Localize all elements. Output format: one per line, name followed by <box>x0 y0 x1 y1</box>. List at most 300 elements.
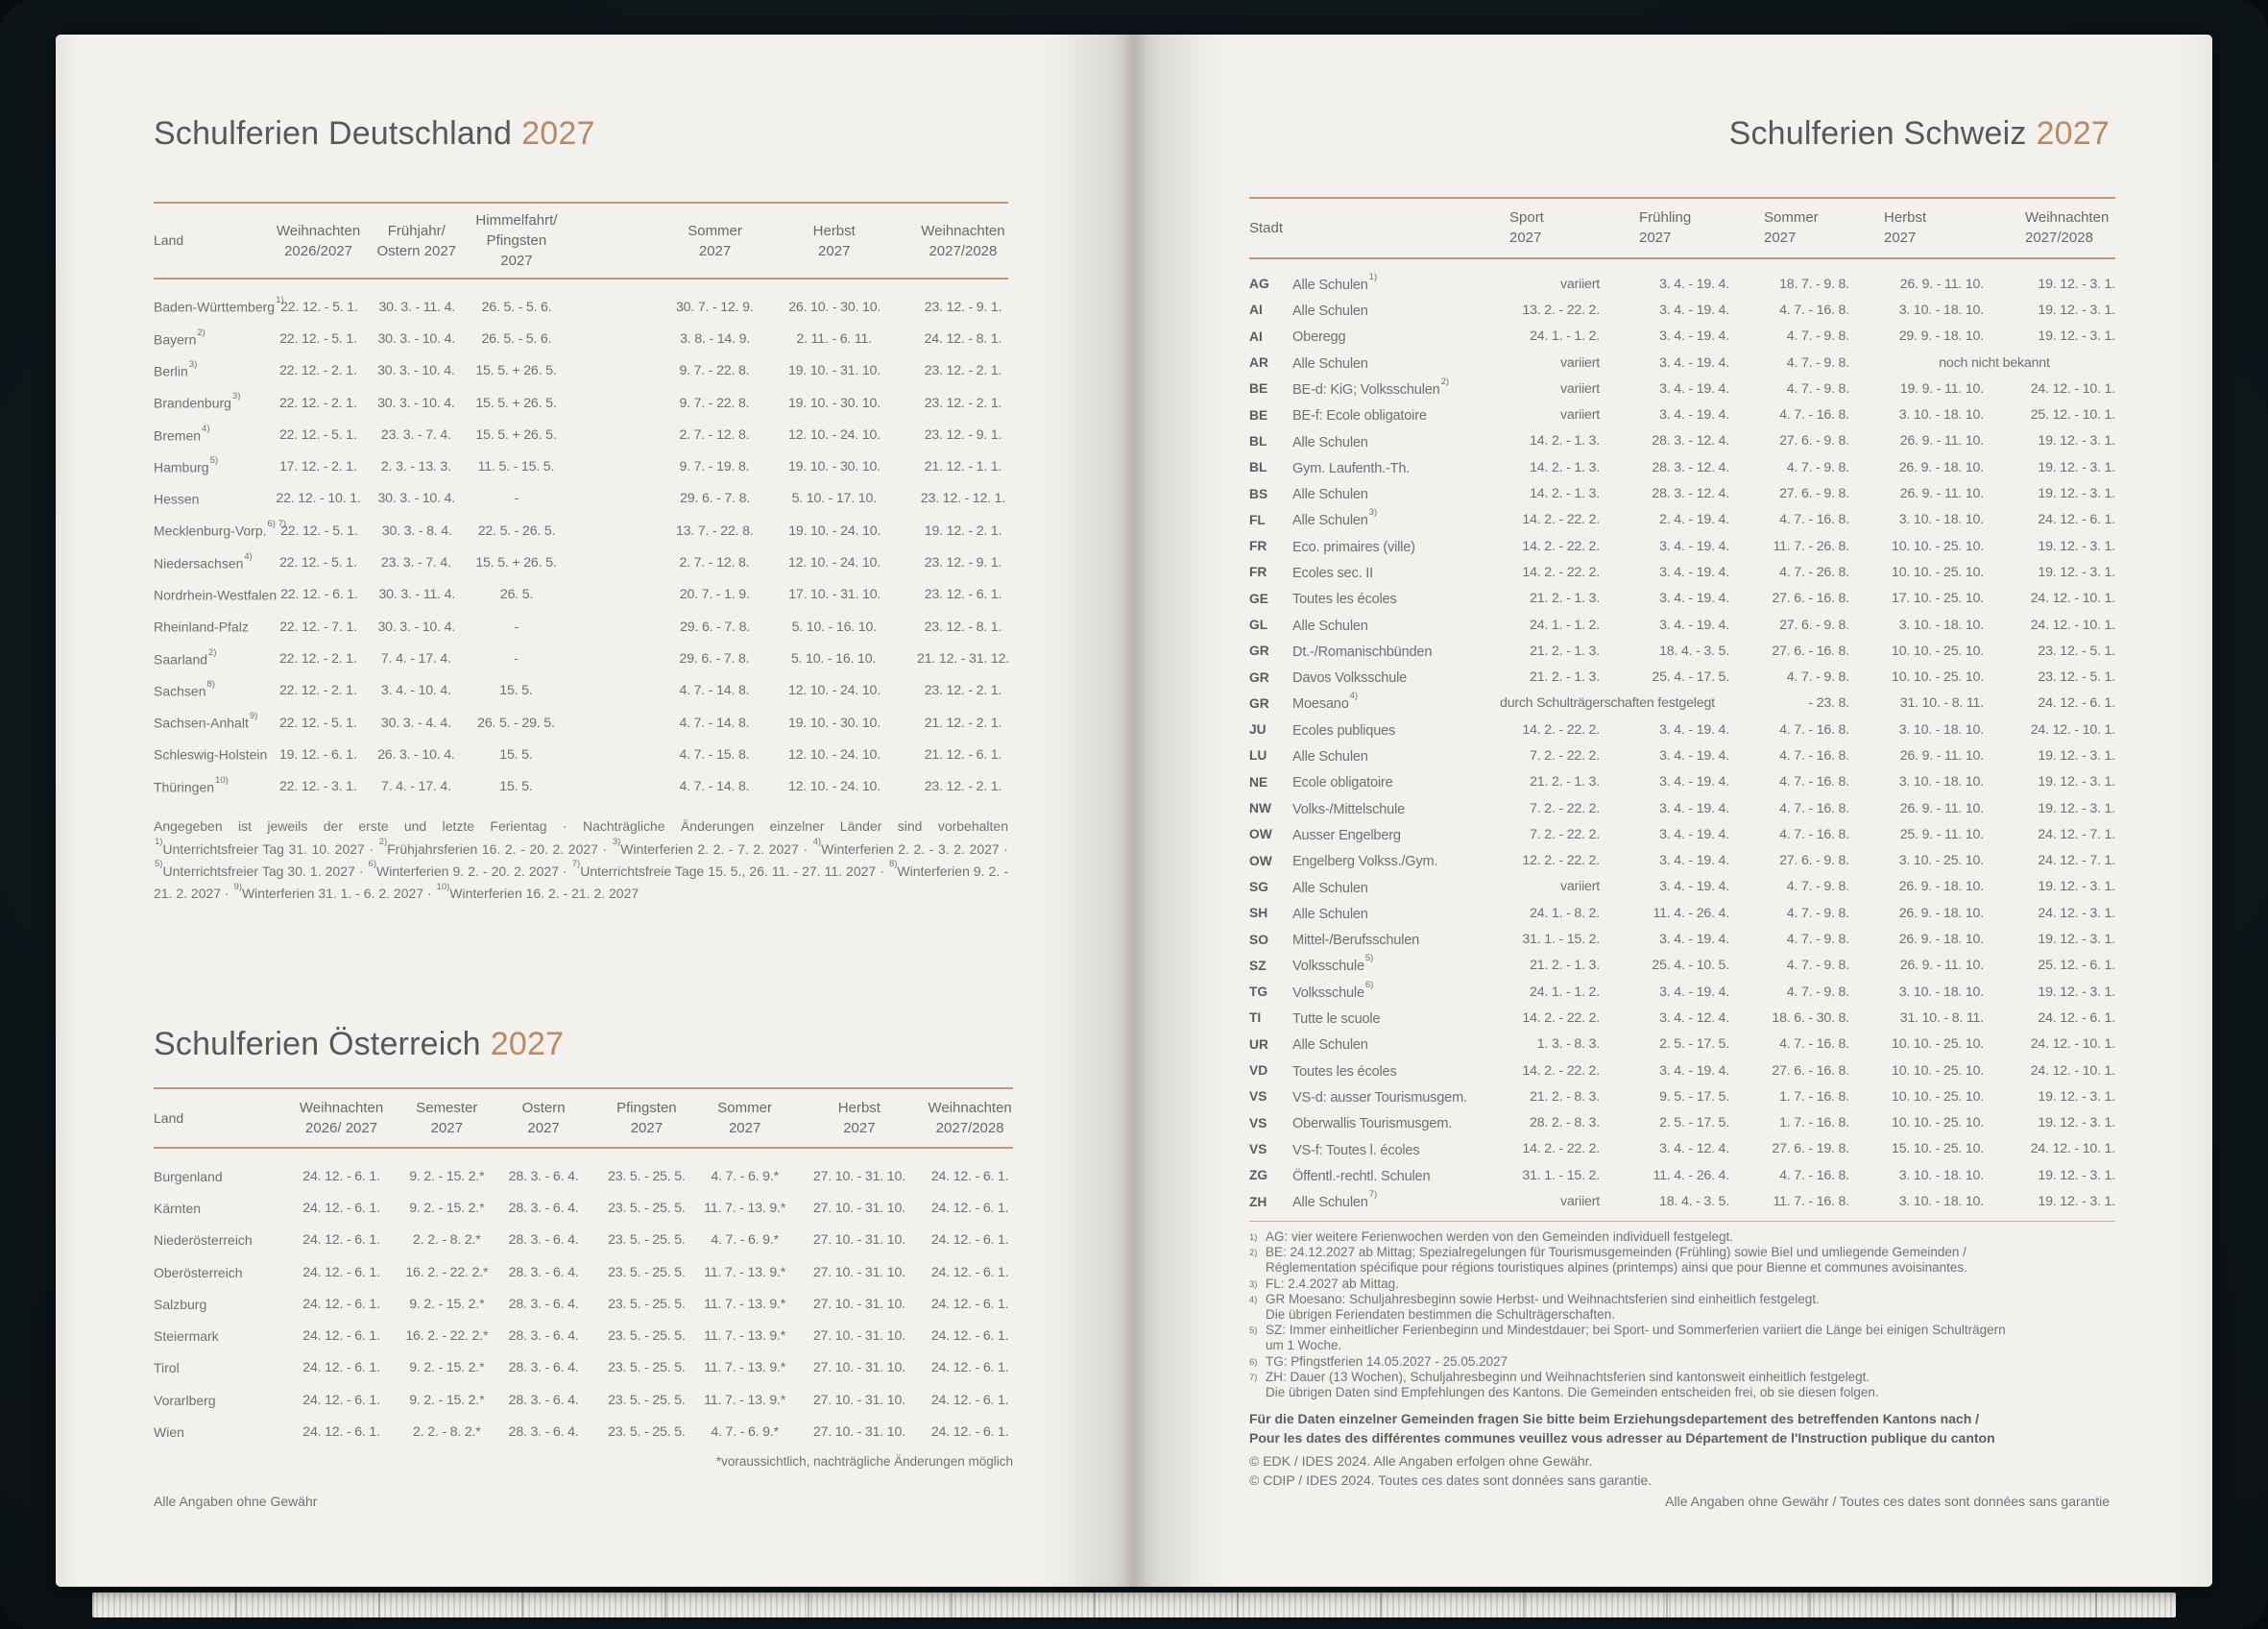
date-cell-pfingsten: 23. 5. - 25. 5. <box>608 1264 686 1280</box>
date-cell-weihnachten-2026: 22. 12. - 2. 1. <box>278 395 357 411</box>
date-cell-sommer: 29. 6. - 7. 8. <box>679 650 750 667</box>
date-cell-weihnachten-2026: 17. 12. - 2. 1. <box>278 459 357 475</box>
date-cell-fruehling: 28. 3. - 12. 4. <box>1652 433 1729 450</box>
date-cell-sommer: 29. 6. - 7. 8. <box>680 491 751 507</box>
date-cell-sommer: 4. 7. - 16. 8. <box>1779 747 1849 764</box>
date-cell-weihnachten-2026: 22. 12. - 3. 1. <box>278 779 357 795</box>
school-name: Alle Schulen <box>1292 880 1368 896</box>
date-cell-weihnachten: 19. 12. - 3. 1. <box>2038 459 2115 475</box>
table-row <box>1249 612 2115 638</box>
footnote-marker: 1) <box>1249 1232 1258 1243</box>
table-row <box>1249 376 2115 401</box>
date-cell-sommer: 4. 7. - 9. 8. <box>1786 932 1849 948</box>
date-cell-ostern: 28. 3. - 6. 4. <box>508 1232 579 1249</box>
date-cell-weihnachten-2027: 24. 12. - 6. 1. <box>930 1424 1009 1441</box>
date-cell-semester: 2. 2. - 8. 2.* <box>413 1424 481 1441</box>
switzerland-holidays-table <box>1249 197 2115 1222</box>
date-cell-sport: 13. 2. - 22. 2. <box>1522 302 1600 318</box>
date-cell-weihnachten: 24. 12. - 10. 1. <box>2030 1062 2115 1079</box>
date-cell-pfingsten: 23. 5. - 25. 5. <box>608 1328 686 1345</box>
state-name: Baden-Württemberg$^{1)}$ <box>154 295 284 315</box>
date-cell-herbst: 27. 10. - 31. 10. <box>812 1328 905 1345</box>
left-page-footer: Alle Angaben ohne Gewähr <box>154 1494 318 1509</box>
state-name: Rheinland-Pfalz <box>154 619 249 635</box>
table-row <box>154 643 1008 674</box>
date-cell-ostern: 28. 3. - 6. 4. <box>508 1360 579 1376</box>
date-cell-sommer: 4. 7. - 9. 8. <box>1786 958 1849 974</box>
contact-note <box>1249 1409 2115 1447</box>
footnote-marker: 4) <box>244 550 253 562</box>
date-cell-weihnachten-2027: 23. 12. - 2. 1. <box>924 683 1002 699</box>
date-cell-sport: variiert <box>1560 276 1600 292</box>
date-cell-sport: variiert <box>1560 354 1600 371</box>
table-rule-bottom <box>1249 1221 2115 1222</box>
date-cell-weihnachten: 23. 12. - 5. 1. <box>2038 643 2115 659</box>
left-page <box>56 35 1134 1587</box>
date-cell-herbst: 3. 10. - 18. 10. <box>1898 984 1984 1000</box>
date-cell-weihnachten: 19. 12. - 3. 1. <box>2038 1194 2115 1210</box>
date-cell-herbst: 26. 9. - 18. 10. <box>1898 879 1984 895</box>
table-row <box>1249 795 2115 821</box>
date-cell-herbst: 27. 10. - 31. 10. <box>812 1296 905 1312</box>
footnote-marker: 5) <box>209 454 219 466</box>
footnote-item: $^{7)}$Unterrichtsfreie Tage 15. 5., 26. 11. - 27. 11. 2027 · <box>571 863 888 879</box>
date-cell-herbst: 3. 10. - 18. 10. <box>1898 721 1984 738</box>
canton-code: AR <box>1249 355 1268 371</box>
canton-code: AI <box>1249 328 1263 344</box>
date-cell-herbst: 17. 10. - 25. 10. <box>1892 591 1984 607</box>
canton-code: ZH <box>1249 1194 1267 1209</box>
date-cell-herbst: 3. 10. - 18. 10. <box>1898 407 1984 424</box>
footnote-marker: 3) <box>1249 1278 1258 1290</box>
date-cell-himmelfahrt-pfingsten: 26. 5. - 5. 6. <box>481 330 552 347</box>
footnote-item: $^{5)}$Unterrichtsfreier Tag 30. 1. 2027 · <box>154 863 368 879</box>
state-name: Oberösterreich <box>154 1264 243 1280</box>
date-cell-fruehjahr-ostern: 26. 3. - 10. 4. <box>377 746 455 763</box>
date-cell-sommer: 9. 7. - 22. 8. <box>679 395 750 411</box>
state-name: Vorarlberg <box>154 1392 216 1408</box>
footnote-item: $^{4)}$Winterferien 2. 2. - 3. 2. 2027 · <box>812 841 1008 857</box>
column-header: Frühling 2027 <box>1639 209 1692 246</box>
date-cell-weihnachten-2026: 19. 12. - 6. 1. <box>278 746 357 763</box>
date-cell-sommer: - 23. 8. <box>1808 695 1849 712</box>
date-cell-sport: 14. 2. - 22. 2. <box>1522 1062 1600 1079</box>
footnote-item: 2) BE: 24.12.2027 ab Mittag; Spezialregelungen für Tourismusgemeinden (Frühling) sowie Biel und umliegende Gemeinden / Réglementation spécifique pour régions touristiques alpines (printemps) ainsi que pour Bienne et communes avoisinantes. <box>1249 1245 2115 1276</box>
date-cell-fruehjahr-ostern: 2. 3. - 13. 3. <box>380 459 451 475</box>
date-cell-sommer: 2. 7. - 12. 8. <box>679 426 750 443</box>
date-cell-herbst: 27. 10. - 31. 10. <box>812 1168 905 1184</box>
date-cell-fruehling: 3. 4. - 19. 4. <box>1659 932 1729 948</box>
table-row <box>1249 1058 2115 1083</box>
date-cell-weihnachten-2026: 24. 12. - 6. 1. <box>302 1360 380 1376</box>
date-cell-weihnachten-2026: 24. 12. - 6. 1. <box>302 1296 380 1312</box>
date-cell-weihnachten-2026: 24. 12. - 6. 1. <box>302 1264 380 1280</box>
date-cell-herbst: 27. 10. - 31. 10. <box>812 1232 905 1249</box>
date-cell-ostern: 28. 3. - 6. 4. <box>508 1200 579 1216</box>
canton-code: FR <box>1249 565 1267 580</box>
date-cell-weihnachten: 23. 12. - 5. 1. <box>2038 669 2115 686</box>
footnote-marker: 6) <box>368 859 376 870</box>
date-cell-weihnachten: 24. 12. - 6. 1. <box>2038 1009 2115 1026</box>
footnote-marker: 3) <box>1368 507 1378 519</box>
date-cell-herbst: 10. 10. - 25. 10. <box>1892 643 1984 659</box>
table-row <box>154 515 1008 547</box>
column-header-stadt: Stadt <box>1249 219 1284 236</box>
table-row <box>1249 874 2115 900</box>
date-cell-weihnachten-2026: 22. 12. - 5. 1. <box>278 715 357 731</box>
date-cell-fruehjahr-ostern: 7. 4. - 17. 4. <box>380 650 451 667</box>
table-row <box>1249 1110 2115 1136</box>
date-cell-herbst: 17. 10. - 31. 10. <box>788 587 881 603</box>
canton-code: BL <box>1249 433 1267 449</box>
column-header: Weihnachten 2026/ 2027 <box>299 1100 384 1136</box>
table-row <box>1249 717 2115 742</box>
austria-star-note: *voraussichtlich, nachträgliche Änderungen möglich <box>715 1453 1013 1469</box>
date-cell-himmelfahrt-pfingsten: 15. 5. + 26. 5. <box>475 363 557 379</box>
date-cell-weihnachten: 24. 12. - 10. 1. <box>2030 617 2115 633</box>
date-cell-weihnachten-2027: 21. 12. - 2. 1. <box>924 715 1002 731</box>
date-cell-weihnachten: 19. 12. - 3. 1. <box>2038 302 2115 318</box>
copyright-line-fr: © CDIP / IDES 2024. Toutes ces dates sont données sans garantie. <box>1249 1472 1653 1488</box>
date-cell-pfingsten: 23. 5. - 25. 5. <box>608 1200 686 1216</box>
date-cell-sommer: 27. 6. - 16. 8. <box>1772 591 1849 607</box>
date-cell-sport: 14. 2. - 22. 2. <box>1522 564 1600 580</box>
date-cell-fruehjahr-ostern: 30. 3. - 4. 4. <box>380 715 451 731</box>
canton-code: TG <box>1249 985 1268 1000</box>
canton-code: UR <box>1249 1036 1268 1052</box>
date-cell-fruehling: 3. 4. - 19. 4. <box>1659 984 1729 1000</box>
table-row <box>1249 638 2115 664</box>
date-cell-sport: 14. 2. - 1. 3. <box>1530 486 1600 502</box>
school-name: Toutes les écoles <box>1292 1063 1397 1080</box>
footnote-marker: 8) <box>206 678 215 690</box>
austria-holidays-table <box>154 1087 1013 1469</box>
state-name: Hamburg$^{5)}$ <box>154 454 219 475</box>
title-year: 2027 <box>490 1026 565 1062</box>
date-cell-herbst: 19. 9. - 11. 10. <box>1899 380 1984 397</box>
date-cell-sport: 7. 2. - 22. 2. <box>1530 826 1600 842</box>
date-cell-herbst: 26. 9. - 18. 10. <box>1898 932 1984 948</box>
date-cell-fruehling: 3. 4. - 19. 4. <box>1659 354 1729 371</box>
date-cell-herbst: 19. 10. - 30. 10. <box>787 395 881 411</box>
date-cell-himmelfahrt-pfingsten: 15. 5. + 26. 5. <box>475 555 557 571</box>
table-header-row <box>154 1089 1013 1147</box>
page-title-switzerland <box>1729 115 2110 153</box>
date-cell-fruehling: 9. 5. - 17. 5. <box>1659 1088 1729 1105</box>
date-cell-himmelfahrt-pfingsten: 26. 5. <box>499 587 534 603</box>
state-name: Bremen$^{4)}$ <box>154 423 210 444</box>
date-cell-weihnachten-2027: 23. 12. - 9. 1. <box>924 555 1002 571</box>
date-cell-himmelfahrt-pfingsten: 26. 5. - 29. 5. <box>477 715 555 731</box>
footnote-marker: 3) <box>612 837 621 848</box>
footnote-marker: 3) <box>231 391 241 402</box>
date-cell-sport: durch Schulträgerschaften festgelegt <box>1500 695 1715 712</box>
date-cell-sommer: 4. 7. - 6. 9.* <box>711 1424 779 1441</box>
date-cell-herbst: 10. 10. - 25. 10. <box>1892 538 1984 554</box>
date-cell-weihnachten: 19. 12. - 3. 1. <box>2038 879 2115 895</box>
column-header: Herbst 2027 <box>837 1100 881 1136</box>
date-cell-weihnachten-2027: 24. 12. - 6. 1. <box>930 1232 1009 1249</box>
date-cell-sommer: 11. 7. - 13. 9.* <box>704 1392 786 1408</box>
footnote-marker: 4) <box>812 837 822 848</box>
date-cell-weihnachten: 19. 12. - 3. 1. <box>2038 774 2115 790</box>
footnote-item: 5) SZ: Immer einheitlicher Ferienbeginn und Mindestdauer; bei Sport- und Sommerferien variiert die Länge bei einigen Schulträgern um 1 Woche. <box>1249 1323 2115 1353</box>
date-cell-fruehling: 3. 4. - 19. 4. <box>1659 800 1729 816</box>
date-cell-fruehling: 11. 4. - 26. 4. <box>1653 905 1729 921</box>
canton-code: AG <box>1249 277 1269 292</box>
footnote-item: 3) FL: 2.4.2027 ab Mittag. <box>1249 1276 2115 1292</box>
canton-code: GE <box>1249 591 1268 606</box>
date-cell-herbst: 29. 9. - 18. 10. <box>1898 328 1984 345</box>
date-cell-pfingsten: 23. 5. - 25. 5. <box>608 1392 686 1408</box>
date-cell-herbst: 26. 9. - 18. 10. <box>1898 905 1984 921</box>
date-cell-weihnachten-2026: 22. 12. - 7. 1. <box>279 619 357 635</box>
footnote-continuation: Réglementation spécifique pour régions touristiques alpines (printemps) ainsi que pour Bienne et communes avoisinantes. <box>1266 1260 1967 1276</box>
date-cell-weihnachten: 25. 12. - 6. 1. <box>2038 958 2115 974</box>
table-row <box>154 1384 1013 1416</box>
footnote-lead-line: Angegeben ist jeweils der erste und letzte Ferientag · Nachträgliche Änderungen einzelner Länder sind vorbehalten <box>154 817 1008 834</box>
canton-code: VD <box>1249 1063 1268 1079</box>
footnote-marker: 4) <box>202 423 210 434</box>
date-cell-fruehling: 3. 4. - 19. 4. <box>1659 407 1729 424</box>
date-cell-sommer: 4. 7. - 16. 8. <box>1779 826 1849 842</box>
date-cell-weihnachten: 19. 12. - 3. 1. <box>2038 932 2115 948</box>
canton-code: SZ <box>1249 958 1267 973</box>
canton-code: BL <box>1249 460 1267 475</box>
page-title-germany <box>154 115 595 153</box>
footnote-continuation: Die übrigen Feriendaten bestimmen die Schulträgerschaften. <box>1266 1307 1615 1323</box>
date-cell-herbst: 25. 9. - 11. 10. <box>1899 826 1984 842</box>
table-row <box>154 1225 1013 1256</box>
date-cell-herbst: 10. 10. - 25. 10. <box>1892 1062 1984 1079</box>
footnote-marker: 7) <box>1368 1189 1378 1201</box>
date-cell-weihnachten: 24. 12. - 3. 1. <box>2038 905 2115 921</box>
date-cell-sport: 14. 2. - 22. 2. <box>1522 538 1600 554</box>
date-cell-weihnachten: 24. 12. - 6. 1. <box>2038 512 2115 528</box>
date-cell-fruehjahr-ostern: 23. 3. - 7. 4. <box>380 555 451 571</box>
date-cell-himmelfahrt-pfingsten: 15. 5. <box>499 779 533 795</box>
footnote-marker: 2) <box>208 646 217 658</box>
date-cell-sport: 21. 2. - 8. 3. <box>1530 1088 1600 1105</box>
school-name: Alle Schulen <box>1292 303 1368 319</box>
table-row <box>1249 297 2115 323</box>
canton-code: SG <box>1249 879 1268 894</box>
date-cell-sport: 12. 2. - 22. 2. <box>1522 853 1600 869</box>
table-row <box>1249 271 2115 297</box>
school-name: Alle Schulen <box>1292 486 1368 502</box>
column-header: Pfingsten 2027 <box>616 1100 677 1136</box>
date-cell-weihnachten-2027: 24. 12. - 6. 1. <box>930 1328 1009 1345</box>
date-cell-sommer: 3. 8. - 14. 9. <box>680 330 751 347</box>
footnote-item: $^{2)}$Frühjahrsferien 16. 2. - 20. 2. 2027 · <box>378 841 612 857</box>
date-cell-weihnachten-2026: 22. 12. - 5. 1. <box>280 299 358 315</box>
table-row <box>1249 664 2115 690</box>
austria-table-body <box>154 1149 1013 1448</box>
date-cell-sommer: 4. 7. - 16. 8. <box>1779 407 1849 424</box>
footnote-item: $^{6)}$Winterferien 9. 2. - 20. 2. 2027 · <box>368 863 571 879</box>
state-name: Thüringen$^{10)}$ <box>154 774 229 795</box>
date-cell-fruehjahr-ostern: 30. 3. - 10. 4. <box>377 395 455 411</box>
table-row <box>1249 586 2115 612</box>
school-name: Toutes les écoles <box>1292 592 1397 608</box>
date-cell-fruehling: 3. 4. - 19. 4. <box>1659 276 1729 292</box>
footnote-list <box>154 837 1008 903</box>
date-cell-sommer: 30. 7. - 12. 9. <box>675 299 754 315</box>
title-year: 2027 <box>2036 115 2110 152</box>
canton-code: OW <box>1249 853 1272 868</box>
table-row <box>154 675 1008 707</box>
table-row <box>1249 1083 2115 1109</box>
date-cell-semester: 2. 2. - 8. 2.* <box>413 1232 481 1249</box>
date-cell-weihnachten-2027: 23. 12. - 2. 1. <box>924 363 1002 379</box>
date-cell-weihnachten-2027: 21. 12. - 31. 12. <box>917 650 1009 667</box>
date-cell-fruehjahr-ostern: 30. 3. - 10. 4. <box>377 491 456 507</box>
state-name: Saarland$^{2)}$ <box>154 646 217 668</box>
date-cell-sport: 21. 2. - 1. 3. <box>1530 958 1600 974</box>
state-name: Sachsen-Anhalt$^{9)}$ <box>154 711 258 731</box>
date-cell-weihnachten: 24. 12. - 10. 1. <box>2030 721 2115 738</box>
footnote-marker: 6) 7) <box>267 519 287 530</box>
footnote-marker: 2) <box>1440 376 1450 387</box>
date-cell-weihnachten-2027: 24. 12. - 8. 1. <box>924 330 1002 347</box>
canton-code: VS <box>1249 1115 1267 1131</box>
date-cell-herbst: 5. 10. - 16. 10. <box>790 650 877 667</box>
date-cell-sport: variiert <box>1560 879 1600 895</box>
date-cell-sommer: 20. 7. - 1. 9. <box>679 587 750 603</box>
column-header: Semester 2027 <box>416 1100 478 1136</box>
date-cell-fruehling: 3. 4. - 12. 4. <box>1659 1009 1729 1026</box>
date-cell-sommer: 27. 6. - 16. 8. <box>1772 643 1849 659</box>
date-cell-weihnachten: 19. 12. - 3. 1. <box>2038 1115 2115 1131</box>
school-name: VS-f: Toutes l. écoles <box>1292 1142 1420 1158</box>
date-cell-ostern: 28. 3. - 6. 4. <box>508 1296 579 1312</box>
table-row <box>1249 1032 2115 1058</box>
date-cell-weihnachten: 24. 12. - 7. 1. <box>2038 853 2115 869</box>
school-name: Alle Schulen$^{3)}$ <box>1292 507 1378 529</box>
column-header-land: Land <box>154 1109 184 1126</box>
date-cell-herbst: 10. 10. - 25. 10. <box>1892 1115 1984 1131</box>
table-row <box>1249 821 2115 847</box>
state-name: Kärnten <box>154 1200 202 1216</box>
date-cell-weihnachten-2026: 22. 12. - 6. 1. <box>280 587 358 603</box>
date-cell-ostern: 28. 3. - 6. 4. <box>508 1392 579 1408</box>
footnote-marker: 5) <box>1249 1325 1258 1337</box>
footnote-item: 6) TG: Pfingstferien 14.05.2027 - 25.05.2027 <box>1249 1354 2115 1370</box>
date-cell-herbst: 10. 10. - 25. 10. <box>1892 564 1984 580</box>
date-cell-fruehling: 3. 4. - 19. 4. <box>1659 538 1729 554</box>
date-cell-fruehjahr-ostern: 3. 4. - 10. 4. <box>380 683 451 699</box>
canton-code: OW <box>1249 827 1272 842</box>
date-cell-fruehling: 3. 4. - 19. 4. <box>1659 879 1729 895</box>
right-page <box>1134 35 2212 1587</box>
state-name: Sachsen$^{8)}$ <box>154 678 215 699</box>
canton-code: TI <box>1249 1010 1262 1026</box>
table-row <box>1249 350 2115 376</box>
date-cell-sommer: 4. 7. - 16. 8. <box>1779 1167 1849 1183</box>
footnote-marker: 2) <box>378 837 388 848</box>
date-cell-weihnachten: 19. 12. - 3. 1. <box>2038 800 2115 816</box>
school-name: Ecoles publiques <box>1292 722 1396 739</box>
footnote-marker: 3) <box>188 358 198 370</box>
canton-code: GR <box>1249 695 1269 711</box>
date-cell-herbst: 26. 9. - 11. 10. <box>1899 958 1984 974</box>
footnote-marker: 8) <box>888 859 898 870</box>
date-cell-sommer: 18. 6. - 30. 8. <box>1772 1009 1849 1026</box>
date-cell-sommer: 1. 7. - 16. 8. <box>1779 1088 1849 1105</box>
date-cell-weihnachten-2026: 24. 12. - 6. 1. <box>302 1168 380 1184</box>
date-cell-herbst: 5. 10. - 17. 10. <box>791 491 877 507</box>
table-row <box>154 739 1008 770</box>
title-text: Schulferien Deutschland <box>154 115 513 152</box>
date-cell-herbst: 5. 10. - 16. 10. <box>791 619 877 635</box>
table-header-row <box>1249 199 2115 257</box>
date-cell-weihnachten-2026: 24. 12. - 6. 1. <box>302 1328 380 1345</box>
date-cell-weihnachten-2026: 22. 12. - 5. 1. <box>279 330 357 347</box>
date-cell-herbst: noch nicht bekannt <box>1939 354 2050 371</box>
canton-code: GR <box>1249 644 1269 659</box>
date-cell-sommer: 4. 7. - 9. 8. <box>1786 905 1849 921</box>
date-cell-sport: 24. 1. - 8. 2. <box>1530 905 1600 921</box>
date-cell-sommer: 4. 7. - 16. 8. <box>1779 800 1849 816</box>
date-cell-weihnachten-2027: 24. 12. - 6. 1. <box>930 1296 1009 1312</box>
table-row <box>1249 559 2115 585</box>
date-cell-weihnachten-2026: 22. 12. - 2. 1. <box>278 363 357 379</box>
footnote-marker: 5) <box>155 859 163 870</box>
state-name: Wien <box>154 1424 184 1441</box>
footnote-item: $^{3)}$Winterferien 2. 2. - 7. 2. 2027 · <box>612 841 812 857</box>
footnote-marker: 6) <box>1364 979 1374 990</box>
date-cell-herbst: 12. 10. - 24. 10. <box>787 555 881 571</box>
canton-code: SO <box>1249 932 1268 947</box>
canton-code: GR <box>1249 669 1269 685</box>
column-header: Weihnachten 2026/2027 <box>276 222 361 259</box>
date-cell-sommer: 11. 7. - 26. 8. <box>1773 538 1849 554</box>
school-name: Alle Schulen$^{7)}$ <box>1292 1189 1378 1210</box>
date-cell-sport: 7. 2. - 22. 2. <box>1530 800 1600 816</box>
date-cell-pfingsten: 23. 5. - 25. 5. <box>608 1296 686 1312</box>
date-cell-sport: variiert <box>1560 380 1600 397</box>
date-cell-fruehling: 28. 3. - 12. 4. <box>1652 459 1729 475</box>
date-cell-herbst: 26. 9. - 11. 10. <box>1899 747 1984 764</box>
date-cell-sommer: 13. 7. - 22. 8. <box>675 523 754 539</box>
date-cell-sommer: 4. 7. - 9. 8. <box>1786 984 1849 1000</box>
date-cell-herbst: 19. 10. - 31. 10. <box>787 363 881 379</box>
date-cell-himmelfahrt-pfingsten: - <box>514 491 519 507</box>
date-cell-sport: 14. 2. - 22. 2. <box>1522 1141 1600 1157</box>
date-cell-weihnachten: 24. 12. - 10. 1. <box>2030 1141 2115 1157</box>
date-cell-sommer: 4. 7. - 15. 8. <box>679 746 750 763</box>
date-cell-sommer: 27. 6. - 9. 8. <box>1779 853 1849 869</box>
state-name: Berlin$^{3)}$ <box>154 358 198 379</box>
date-cell-herbst: 3. 10. - 18. 10. <box>1898 1194 1984 1210</box>
date-cell-sport: 21. 2. - 1. 3. <box>1530 643 1600 659</box>
date-cell-semester: 16. 2. - 22. 2.* <box>405 1264 489 1280</box>
date-cell-herbst: 10. 10. - 25. 10. <box>1892 669 1984 686</box>
contact-line-fr: Pour les dates des différentes communes veuillez vous adresser au Département de l'Instruction publique du canton <box>1249 1430 1995 1446</box>
footnote-marker: 9) <box>233 881 242 892</box>
state-name: Brandenburg$^{3)}$ <box>154 391 241 411</box>
date-cell-fruehling: 3. 4. - 19. 4. <box>1659 328 1729 345</box>
footnote-marker: 7) <box>1249 1372 1258 1383</box>
footnote-marker: 5) <box>1364 953 1374 964</box>
date-cell-fruehling: 3. 4. - 19. 4. <box>1659 747 1729 764</box>
column-header: Ostern 2027 <box>521 1100 566 1136</box>
footnote-marker: 1) <box>155 837 163 848</box>
date-cell-himmelfahrt-pfingsten: - <box>514 650 519 667</box>
canton-code: NW <box>1249 801 1271 816</box>
date-cell-pfingsten: 23. 5. - 25. 5. <box>608 1360 686 1376</box>
date-cell-sport: 21. 2. - 1. 3. <box>1530 774 1600 790</box>
